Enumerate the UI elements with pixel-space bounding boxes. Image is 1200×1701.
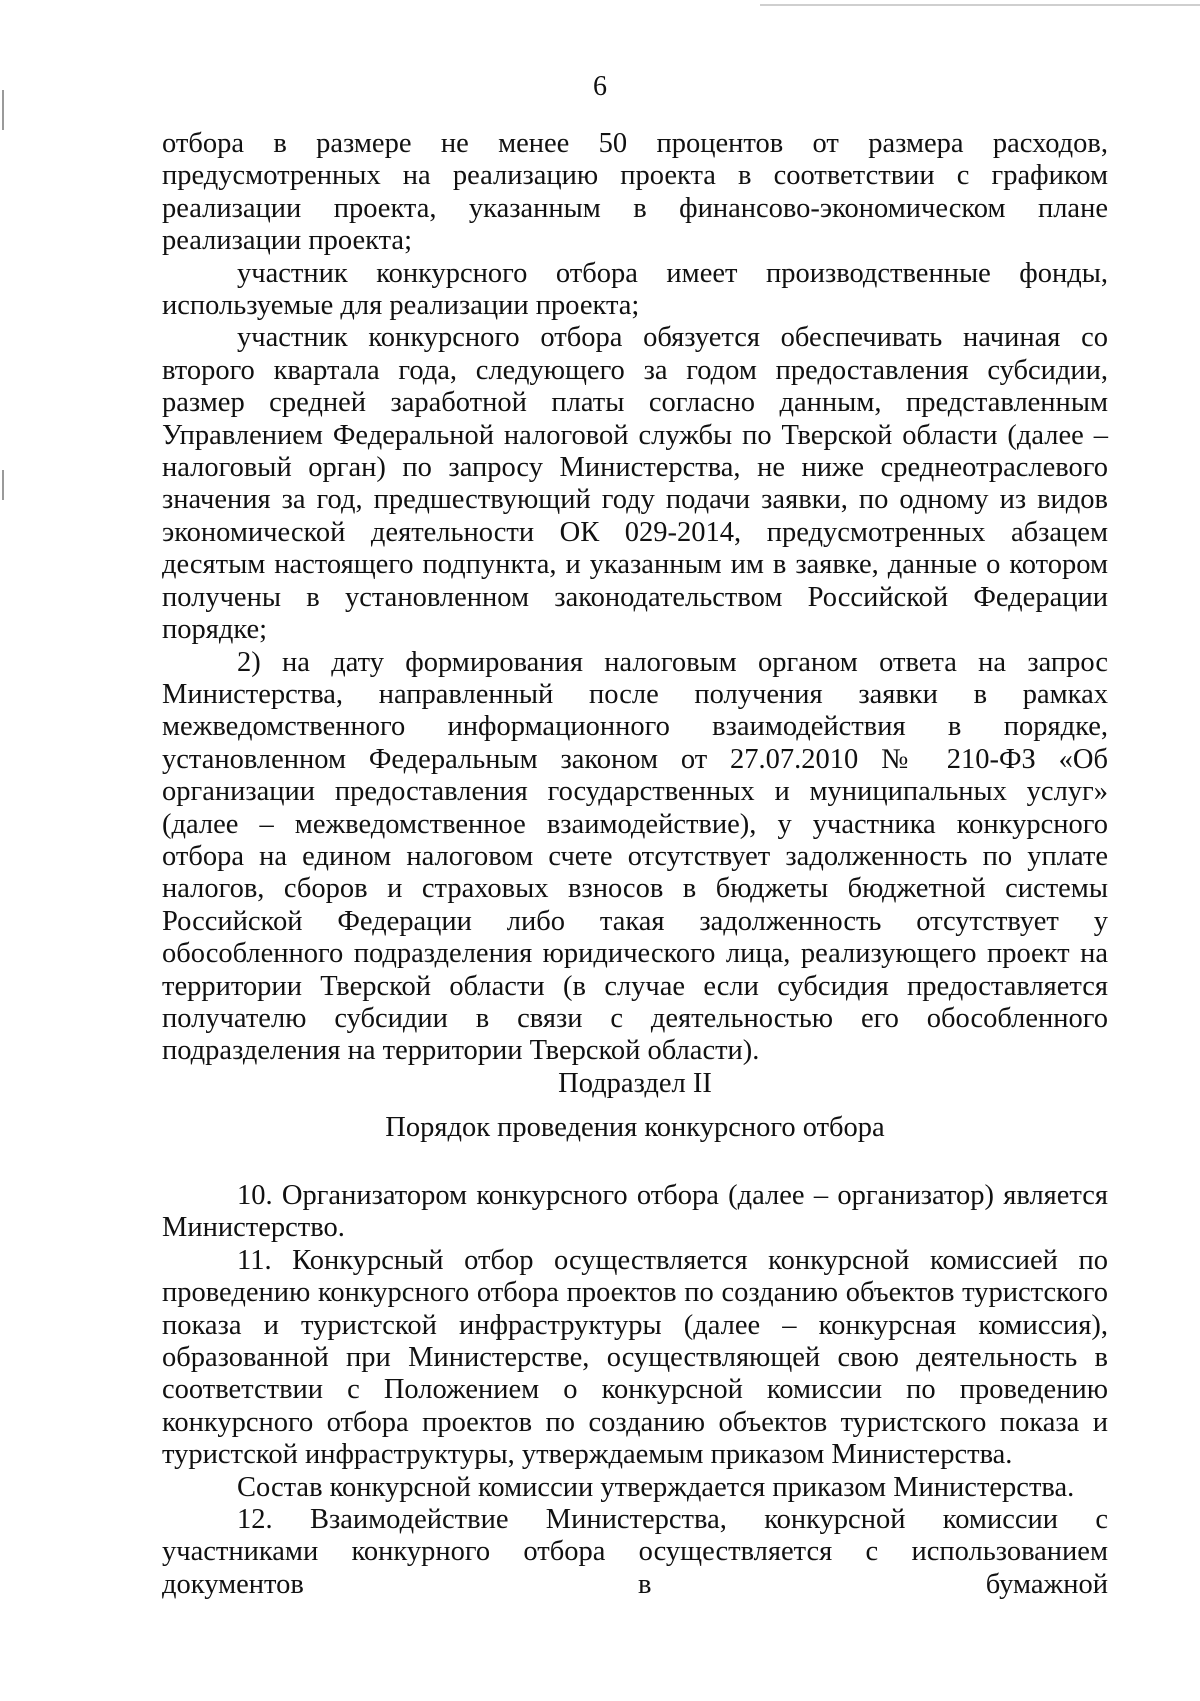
paragraph-production-funds: участник конкурсного отбора имеет производственные фонды, используемые для реализации проекта; <box>162 257 1108 322</box>
text-block-bottom <box>162 1180 1108 1601</box>
paragraph-average-salary: участник конкурсного отбора обязуется обеспечивать начиная со второго квартала года, следующего за годом предоставления субсидии, размер средней заработной платы согласно данным, представленным Управлением Федеральной налоговой службы по Тверской области (далее – налоговый орган) по запросу Министерства, не ниже среднеотраслевого значения за год, предшествующий году подачи заявки, по одному из видов экономической деятельности ОК 029-2014, предусмотренных абзацем десятым настоящего подпункта, и указанным им в заявке, данные о котором получены в установленном законодательством Российской Федерации порядке; <box>162 322 1108 646</box>
paragraph-item-11: 11. Конкурсный отбор осуществляется конкурсной комиссией по проведению конкурсного отбора проектов по созданию объектов туристского показа и туристской инфраструктуры (далее – конкурсная комиссия), образованной при Министерстве, осуществляющей свою деятельность в соответствии с Положением о конкурсной комиссии по проведению конкурсного отбора проектов по созданию объектов туристского показа и туристской инфраструктуры, утверждаемым приказом Министерства. <box>162 1244 1108 1471</box>
paragraph-commission-composition: Состав конкурсной комиссии утверждается приказом Министерства. <box>237 1471 1075 1503</box>
text-block-top <box>162 128 1108 1068</box>
paragraph-item-10: 10. Организатором конкурсного отбора (далее – организатор) является Министерство. <box>162 1180 1108 1244</box>
scan-margin-mark <box>2 470 4 500</box>
paragraph-tax-debt: 2) на дату формирования налоговым органом ответа на запрос Министерства, направленный после получения заявки в рамках межведомственного информационного взаимодействия в порядке, установленном Федеральным законом от 27.07.2010 № 210-ФЗ «Об организации предоставления государственных и муниципальных услуг» (далее – межведомственное взаимодействие), у участника конкурсного отбора на едином налоговом счете отсутствует задолженность по уплате налогов, сборов и страховых взносов в бюджеты бюджетной системы Российской Федерации либо такая задолженность отсутствует у обособленного подразделения юридического лица, реализующего проект на территории Тверской области (в случае если субсидия предоставляется получателю субсидии в связи с деятельностью его обособленного подразделения на территории Тверской области). <box>162 646 1108 1067</box>
paragraph-item-12: 12. Взаимодействие Министерства, конкурсной комиссии с участниками конкурного отбора осуществляется с использованием документов в бумажной <box>162 1504 1108 1600</box>
subsection-title: Подраздел II <box>558 1068 712 1099</box>
paragraph-continuation: отбора в размере не менее 50 процентов от размера расходов, предусмотренных на реализацию проекта в соответствии с графиком реализации проекта, указанным в финансово-экономическом плане реализации проекта; <box>162 128 1108 257</box>
page-number: 6 <box>593 71 607 102</box>
subsection-subtitle: Порядок проведения конкурсного отбора <box>385 1112 885 1143</box>
scan-edge-line <box>760 4 1200 6</box>
